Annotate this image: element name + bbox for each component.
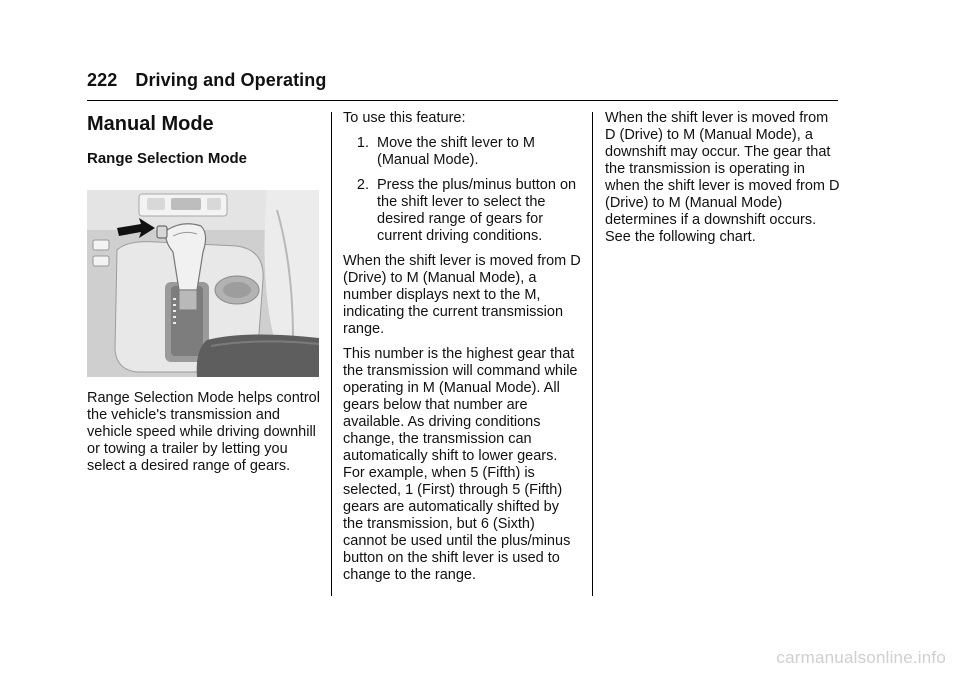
- step-number: 1.: [356, 135, 369, 151]
- column-divider: [331, 112, 332, 596]
- right-column: [605, 110, 840, 254]
- header-rule: [87, 100, 838, 101]
- section-title: Manual Mode: [87, 113, 214, 135]
- watermark: carmanualsonline.info: [776, 648, 946, 667]
- subsection-title: Range Selection Mode: [87, 150, 248, 167]
- step-text: Move the shift lever to M (Manual Mode).: [377, 135, 535, 168]
- list-item: [343, 135, 581, 169]
- steps-list: [343, 135, 581, 245]
- range-selection-description: Range Selection Mode helps control the vehicle's transmission and vehicle speed while driving downhill or towing a trailer by letting you select a desired range of gears.: [87, 390, 320, 474]
- middle-column: [343, 110, 581, 592]
- section-name: Driving and Operating: [135, 70, 327, 90]
- left-column: [87, 108, 323, 483]
- page-number: 222: [87, 70, 118, 90]
- column-divider: [592, 112, 593, 596]
- highest-gear-paragraph: This number is the highest gear that the transmission will command while operating in M (Manual Mode). All gears below that number are available. As driving conditions change, the transmission can automatically shift to lower gears. For example, when 5 (Fifth) is selected, 1 (First) through 5 (Fifth) gears are automatically shifted by the transmission, but 6 (Sixth) cannot be used until the plus/minus button on the shift lever is used to change to the range.: [343, 346, 578, 583]
- steps-intro: To use this feature:: [343, 110, 466, 126]
- shift-display-paragraph: When the shift lever is moved from D (Drive) to M (Manual Mode), a number displays next to the M, indicating the current transmission range.: [343, 253, 581, 337]
- step-number: 2.: [356, 177, 369, 193]
- step-text: Press the plus/minus button on the shift lever to select the desired range of gears for current driving conditions.: [377, 177, 577, 244]
- list-item: [343, 177, 581, 245]
- downshift-paragraph: When the shift lever is moved from D (Drive) to M (Manual Mode), a downshift may occur. The gear that the transmission is operating in when the shift lever is moved from D (Drive) to M (Manual Mode) determines if a downshift occurs. See the following chart.: [605, 110, 840, 245]
- page-header: [87, 70, 326, 91]
- shift-lever-illustration: [87, 190, 319, 377]
